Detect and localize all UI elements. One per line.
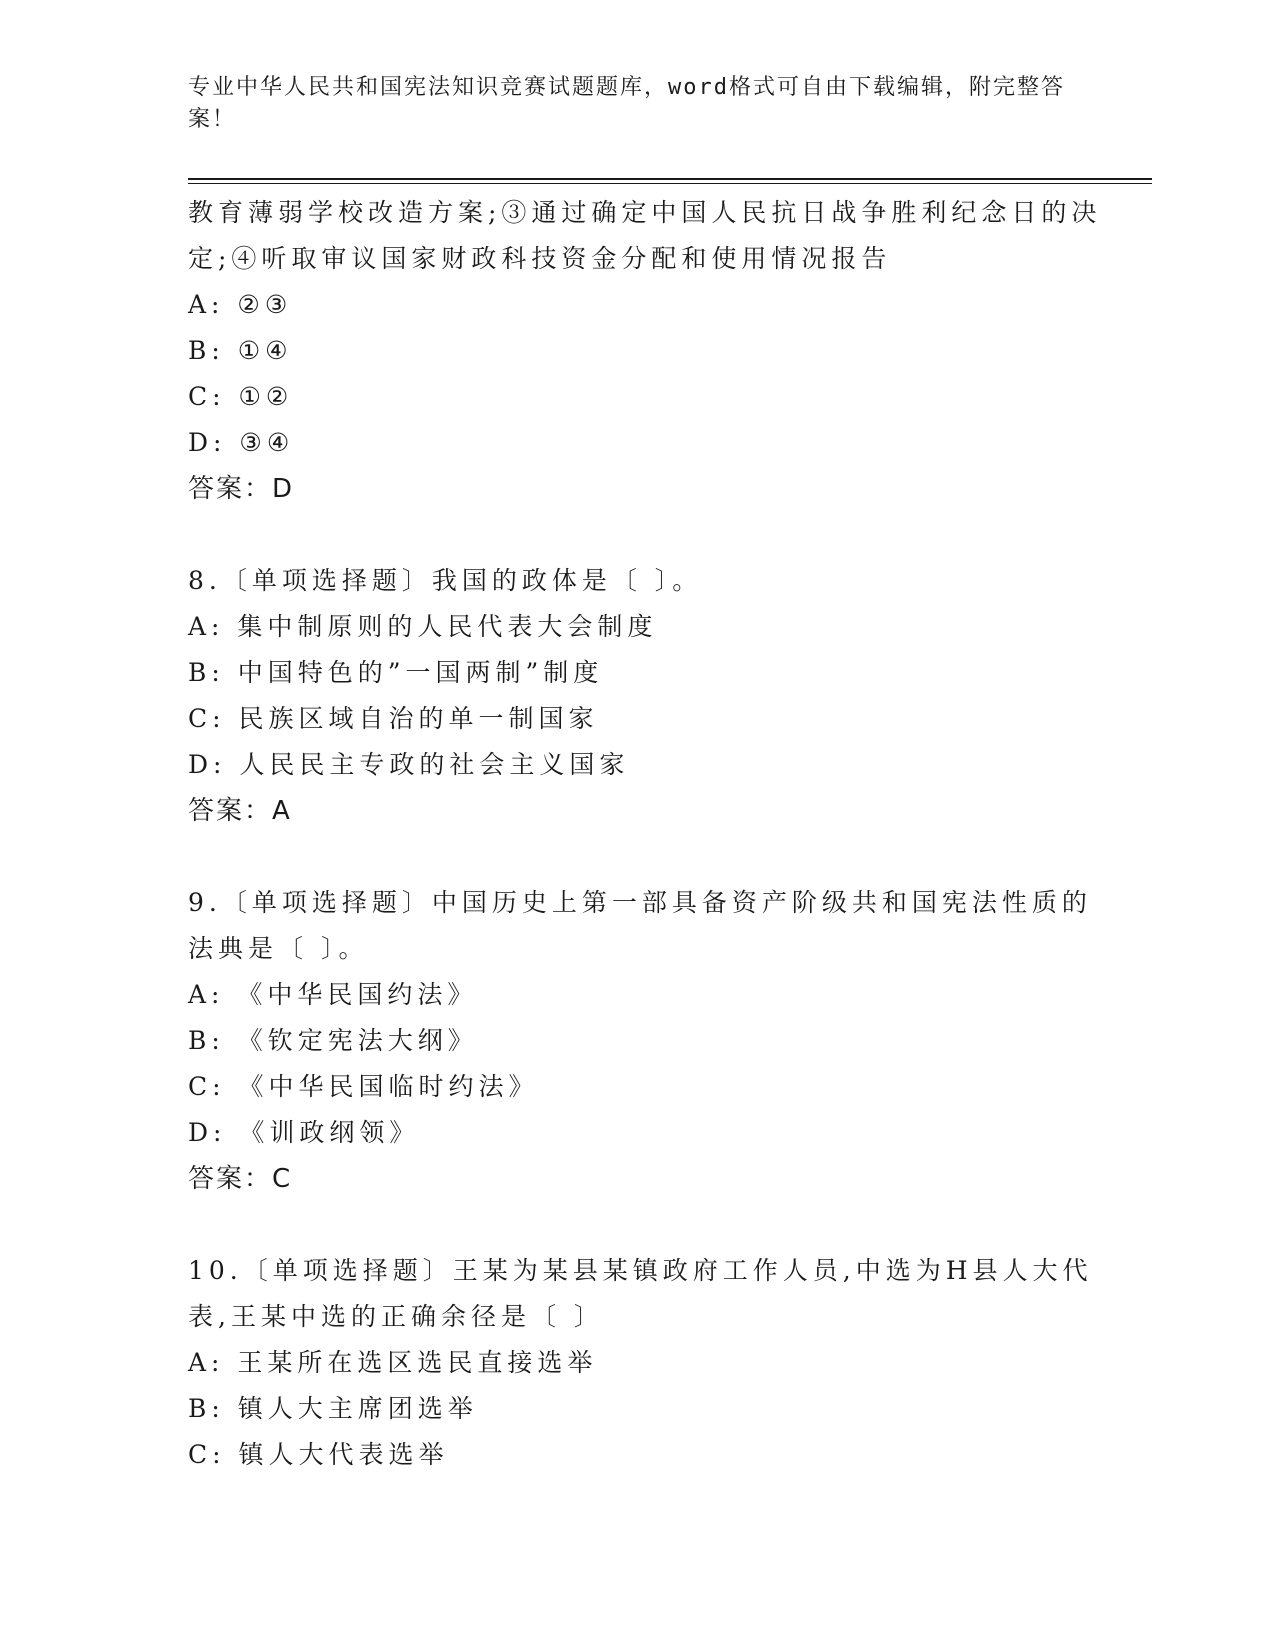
- question-text-line: 定;④听取审议国家财政科技资金分配和使用情况报告: [188, 244, 892, 273]
- option-c: C: ①②: [188, 382, 294, 411]
- question-8: [188, 558, 1088, 834]
- option-b: B: 中国特色的”一国两制”制度: [188, 658, 604, 687]
- option-d: D: 人民民主专政的社会主义国家: [188, 750, 630, 779]
- option-d: D: 《训政纲领》: [188, 1118, 420, 1147]
- document-header: 专业中华人民共和国宪法知识竞赛试题题库，word格式可自由下载编辑，附完整答案！: [188, 75, 1065, 132]
- spacer: [188, 512, 1088, 558]
- option-a: A: 《中华民国约法》: [188, 980, 478, 1009]
- option-b: B: 镇人大主席团选举: [188, 1394, 478, 1423]
- answer-line: 答案：A: [188, 796, 292, 826]
- spacer: [188, 834, 1088, 880]
- option-a: A: 王某所在选区选民直接选举: [188, 1348, 598, 1377]
- answer-line: 答案：D: [188, 474, 295, 504]
- option-a: A: 集中制原则的人民代表大会制度: [188, 612, 658, 641]
- question-text-line: 法典是〔 〕。: [188, 934, 369, 963]
- spacer: [188, 1202, 1088, 1248]
- question-text-line: 9.〔单项选择题〕中国历史上第一部具备资产阶级共和国宪法性质的: [188, 888, 1092, 917]
- option-c: C: 镇人大代表选举: [188, 1440, 449, 1469]
- header-divider-thin: [188, 183, 1152, 184]
- option-b: B: ①④: [188, 336, 293, 365]
- question-text-line: 8.〔单项选择题〕我国的政体是〔 〕。: [188, 566, 703, 595]
- question-text-line: 表,王某中选的正确余径是〔 〕: [188, 1302, 604, 1331]
- question-10: [188, 1248, 1093, 1478]
- question-9: [188, 880, 1092, 1202]
- question-text-line: 教育薄弱学校改造方案;③通过确定中国人民抗日战争胜利纪念日的决: [188, 198, 1102, 227]
- question-7-continued: [188, 190, 1102, 512]
- option-a: A: ②③: [188, 290, 293, 319]
- header-divider-thick: [188, 178, 1152, 180]
- option-c: C: 《中华民国临时约法》: [188, 1072, 539, 1101]
- document-body: [188, 190, 1102, 1478]
- option-c: C: 民族区域自治的单一制国家: [188, 704, 599, 733]
- option-b: B: 《钦定宪法大纲》: [188, 1026, 478, 1055]
- question-text-line: 10.〔单项选择题〕王某为某县某镇政府工作人员,中选为H县人大代: [188, 1256, 1093, 1285]
- answer-line: 答案：C: [188, 1164, 293, 1194]
- option-d: D: ③④: [188, 428, 295, 457]
